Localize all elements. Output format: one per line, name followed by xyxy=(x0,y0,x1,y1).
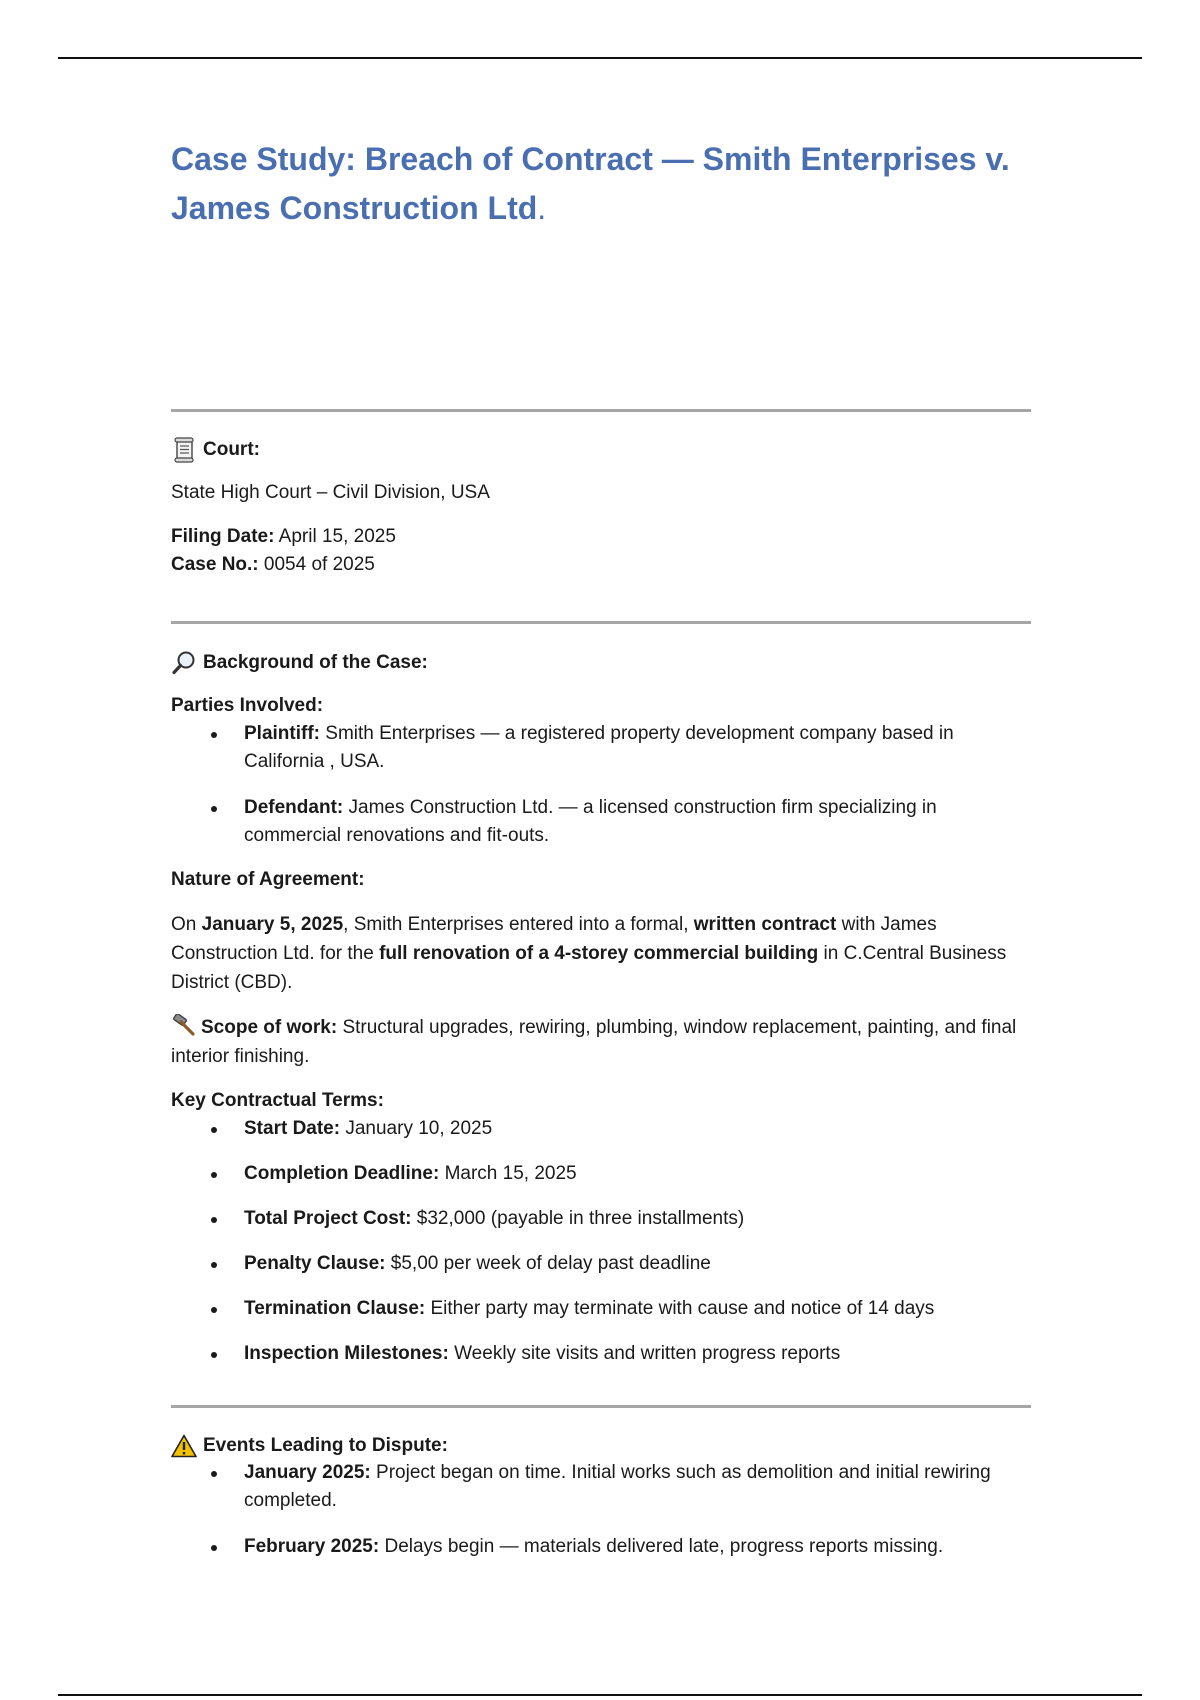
list-item xyxy=(171,720,1031,776)
nature-text-4: in C.Central Business District (CBD). xyxy=(171,943,1007,993)
list-item xyxy=(171,1459,1031,1515)
list-item xyxy=(171,1115,1031,1143)
case-number-label: Case No.: xyxy=(171,554,259,575)
events-heading-text: Events Leading to Dispute: xyxy=(203,1435,448,1456)
court-name: State High Court – Civil Division, USA xyxy=(171,482,490,503)
term-label: Completion Deadline: xyxy=(244,1163,440,1184)
document-title xyxy=(171,135,1031,233)
section-divider xyxy=(171,409,1031,412)
term-text: $5,00 per week of delay past deadline xyxy=(385,1253,711,1274)
scroll-icon xyxy=(171,437,197,463)
nature-scope: full renovation of a 4-storey commercial building xyxy=(379,943,819,964)
nature-contract: written contract xyxy=(693,914,837,935)
list-item xyxy=(171,1250,1031,1278)
nature-text-2: , Smith Enterprises entered into a formal, xyxy=(343,914,694,935)
term-label: Start Date: xyxy=(244,1118,341,1139)
document-body xyxy=(171,135,1031,1561)
list-item xyxy=(171,1340,1031,1368)
term-label: Termination Clause: xyxy=(244,1298,426,1319)
nature-text-3: with James Construction Ltd. for the xyxy=(171,914,937,964)
page-bottom-rule xyxy=(58,1694,1142,1696)
magnifier-icon xyxy=(171,650,197,676)
party-text: Smith Enterprises — a registered property development company based in California , USA. xyxy=(244,723,954,772)
title-line-1: Case Study: Breach of Contract — Smith Enterprises v. xyxy=(171,141,1010,177)
background-heading-text: Background of the Case: xyxy=(203,652,428,673)
filing-date-value: April 15, 2025 xyxy=(274,526,396,547)
list-item xyxy=(171,1205,1031,1233)
term-label: Inspection Milestones: xyxy=(244,1343,449,1364)
term-label: Total Project Cost: xyxy=(244,1208,412,1229)
parties-heading: Parties Involved: xyxy=(171,695,324,716)
case-number-value: 0054 of 2025 xyxy=(258,554,375,575)
court-heading xyxy=(171,437,1031,463)
term-text: Either party may terminate with cause and notice of 14 days xyxy=(425,1298,935,1319)
event-text: Project began on time. Initial works such as demolition and initial rewiring completed. xyxy=(244,1462,991,1511)
term-text: March 15, 2025 xyxy=(439,1163,577,1184)
filing-date xyxy=(171,523,1031,551)
page-top-rule xyxy=(58,57,1142,59)
nature-paragraph xyxy=(171,910,1031,997)
scope-label: Scope of work: xyxy=(201,1017,338,1038)
event-text: Delays begin — materials delivered late, progress reports missing. xyxy=(379,1536,944,1557)
court-label: Court: xyxy=(203,439,260,460)
term-label: Penalty Clause: xyxy=(244,1253,386,1274)
list-item xyxy=(171,1295,1031,1323)
terms-list xyxy=(171,1115,1031,1368)
section-divider xyxy=(171,621,1031,624)
events-heading xyxy=(171,1433,1031,1459)
nature-heading: Nature of Agreement: xyxy=(171,869,365,890)
term-text: January 10, 2025 xyxy=(340,1118,493,1139)
event-label: January 2025: xyxy=(244,1462,371,1483)
nature-date: January 5, 2025 xyxy=(201,914,344,935)
scope-text: Structural upgrades, rewiring, plumbing, window replacement, painting, and final interior finishing. xyxy=(171,1017,1017,1067)
warning-icon xyxy=(171,1433,197,1459)
filing-date-label: Filing Date: xyxy=(171,526,275,547)
hammer-icon xyxy=(171,1014,197,1036)
title-period: . xyxy=(537,190,547,226)
case-number xyxy=(171,551,1031,579)
party-text: James Construction Ltd. — a licensed construction firm specializing in commercial renovations and fit-outs. xyxy=(244,797,937,846)
parties-list xyxy=(171,720,1031,850)
list-item xyxy=(171,1160,1031,1188)
section-divider xyxy=(171,1405,1031,1408)
background-heading xyxy=(171,650,1031,676)
term-text: $32,000 (payable in three installments) xyxy=(411,1208,745,1229)
scope-of-work xyxy=(171,1013,1031,1071)
party-label: Plaintiff: xyxy=(244,723,320,744)
term-text: Weekly site visits and written progress reports xyxy=(448,1343,841,1364)
terms-heading: Key Contractual Terms: xyxy=(171,1090,384,1111)
list-item xyxy=(171,794,1031,850)
title-line-2: James Construction Ltd xyxy=(171,190,538,226)
list-item xyxy=(171,1533,1031,1561)
events-list xyxy=(171,1459,1031,1561)
event-label: February 2025: xyxy=(244,1536,380,1557)
party-label: Defendant: xyxy=(244,797,344,818)
nature-text-1: On xyxy=(171,914,202,935)
